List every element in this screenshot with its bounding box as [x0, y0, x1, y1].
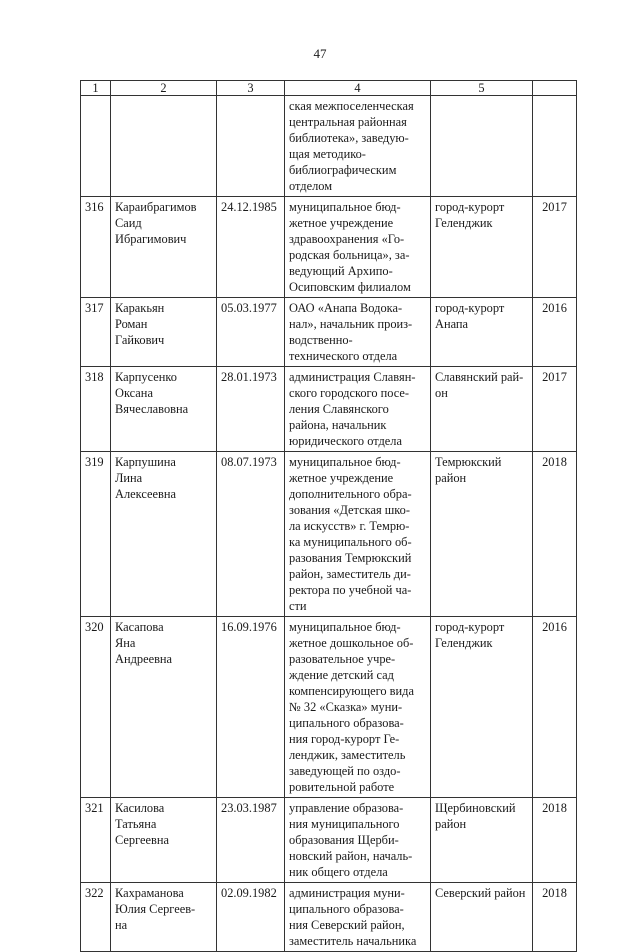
person-name: Карпушина Лина Алексеевна	[111, 452, 217, 617]
person-name: Карпусенко Оксана Вячеславовна	[111, 367, 217, 452]
position: администрация муни- ципального образова- ния Северский район, заместитель начальника	[285, 883, 431, 952]
position: муниципальное бюд- жетное учреждение дополнительного обра- зования «Детская шко- ла искусств» г. Темрю- ка муниципального об- разования Темрюкский район, заместитель ди- ректора по учебной ча- сти	[285, 452, 431, 617]
header-col-1: 1	[81, 81, 111, 96]
position: муниципальное бюд- жетное дошкольное об- разовательное учре- ждение детский сад компенсирующего вида № 32 «Сказка» муни- ципального образова- ния город-курорт Ге- ленджик, заместитель заведующей по оздо- ровительной работе	[285, 617, 431, 798]
year: 2018	[533, 883, 577, 952]
header-col-3: 3	[217, 81, 285, 96]
table-row	[81, 617, 577, 798]
table-row	[81, 197, 577, 298]
person-name: Касилова Татьяна Сергеевна	[111, 798, 217, 883]
birth-date: 08.07.1973	[217, 452, 285, 617]
year	[533, 96, 577, 197]
row-number: 322	[81, 883, 111, 952]
row-number	[81, 96, 111, 197]
position: ская межпоселенческая центральная районная библиотека», заведую- щая методико- библиографическим отделом	[285, 96, 431, 197]
person-name: Каракьян Роман Гайкович	[111, 298, 217, 367]
header-col-6	[533, 81, 577, 96]
municipality	[431, 96, 533, 197]
year: 2018	[533, 798, 577, 883]
municipality: Щербиновский район	[431, 798, 533, 883]
row-number: 320	[81, 617, 111, 798]
year: 2016	[533, 298, 577, 367]
municipality: Северский район	[431, 883, 533, 952]
header-col-5: 5	[431, 81, 533, 96]
position: администрация Славян- ского городского посе- ления Славянского района, начальник юридического отдела	[285, 367, 431, 452]
municipality: город-курорт Анапа	[431, 298, 533, 367]
municipality: Темрюкский район	[431, 452, 533, 617]
position: ОАО «Анапа Водока- нал», начальник произ- водственно- технического отдела	[285, 298, 431, 367]
birth-date: 16.09.1976	[217, 617, 285, 798]
registry-table	[80, 80, 577, 952]
table-row	[81, 452, 577, 617]
row-number: 316	[81, 197, 111, 298]
municipality: город-курорт Геленджик	[431, 617, 533, 798]
row-number: 317	[81, 298, 111, 367]
birth-date: 28.01.1973	[217, 367, 285, 452]
person-name: Касапова Яна Андреевна	[111, 617, 217, 798]
table-row	[81, 883, 577, 952]
birth-date: 24.12.1985	[217, 197, 285, 298]
birth-date: 23.03.1987	[217, 798, 285, 883]
table-row	[81, 96, 577, 197]
year: 2018	[533, 452, 577, 617]
year: 2017	[533, 367, 577, 452]
table-header-row	[81, 81, 577, 96]
position: муниципальное бюд- жетное учреждение здравоохранения «Го- родская больница», за- ведующий Архипо- Осиповским филиалом	[285, 197, 431, 298]
birth-date	[217, 96, 285, 197]
municipality: город-курорт Геленджик	[431, 197, 533, 298]
row-number: 321	[81, 798, 111, 883]
header-col-2: 2	[111, 81, 217, 96]
municipality: Славянский рай- он	[431, 367, 533, 452]
table-row	[81, 798, 577, 883]
position: управление образова- ния муниципального образования Щерби- новский район, началь- ник общего отдела	[285, 798, 431, 883]
person-name: Караибрагимов Саид Ибрагимович	[111, 197, 217, 298]
header-col-4: 4	[285, 81, 431, 96]
year: 2017	[533, 197, 577, 298]
page-number: 47	[313, 46, 327, 61]
birth-date: 05.03.1977	[217, 298, 285, 367]
birth-date: 02.09.1982	[217, 883, 285, 952]
table-row	[81, 367, 577, 452]
person-name: Кахраманова Юлия Сергеев- на	[111, 883, 217, 952]
year: 2016	[533, 617, 577, 798]
person-name	[111, 96, 217, 197]
row-number: 318	[81, 367, 111, 452]
table-row	[81, 298, 577, 367]
row-number: 319	[81, 452, 111, 617]
